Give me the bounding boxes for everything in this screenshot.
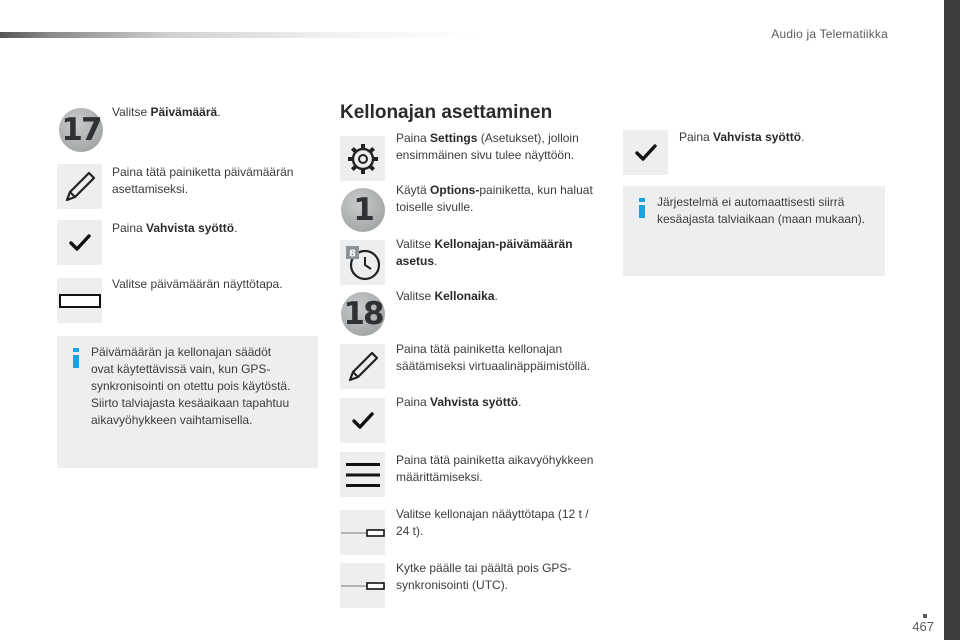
- toggle-switch-icon: [340, 563, 385, 608]
- gear-icon: [340, 136, 385, 181]
- info-note-date: [57, 336, 318, 468]
- note-line: ovat käytettävissä vain, kun GPS-: [91, 362, 271, 376]
- date-format-field-icon: [57, 278, 102, 323]
- clock-badge-number: 8: [348, 248, 356, 259]
- pencil-icon: [57, 164, 102, 209]
- confirm-text-3: Paina Vahvista syöttö.: [679, 130, 805, 144]
- checkmark-icon: [623, 130, 668, 175]
- gps-sync-text: Kytke päälle tai päältä pois GPS- synkronisointi (UTC).: [396, 561, 572, 592]
- checkmark-icon: [340, 398, 385, 443]
- page-edge-bar: [944, 0, 960, 640]
- step-18-badge: 18: [341, 292, 385, 336]
- menu-list-icon: [340, 452, 385, 497]
- step-17-text: Valitse Päivämäärä.: [112, 105, 221, 119]
- checkmark-icon: [57, 220, 102, 265]
- confirm-text-2: Paina Vahvista syöttö.: [396, 395, 522, 409]
- settings-text: Paina Settings (Asetukset), jolloin ensimmäinen sivu tulee näyttöön.: [396, 131, 579, 162]
- step-1-text: Käytä Options-painiketta, kun haluat toiselle sivulle.: [396, 183, 593, 214]
- edit-date-text: Paina tätä painiketta päivämäärän asettamiseksi.: [112, 165, 294, 196]
- section-title: Audio ja Telematiikka: [771, 27, 888, 41]
- info-icon: [639, 198, 645, 218]
- info-icon: [73, 348, 79, 368]
- step-18-text: Valitse Kellonaika.: [396, 289, 498, 303]
- date-format-text: Valitse päivämäärän näyttötapa.: [112, 277, 283, 291]
- note-line: aikavyöhykkeen vaihtamisella.: [91, 413, 253, 427]
- edit-time-text: Paina tätä painiketta kellonajan säätämiseksi virtuaalinäppäimistöllä.: [396, 342, 591, 373]
- page-number: 467: [912, 619, 934, 634]
- confirm-text-1: Paina Vahvista syöttö.: [112, 221, 238, 235]
- info-note-dst: [623, 186, 885, 276]
- pencil-icon: [340, 344, 385, 389]
- note-line: synkronisointi on otettu pois käytöstä.: [91, 379, 291, 393]
- note-line: kesäajasta talviaikaan (maan mukaan).: [657, 212, 866, 226]
- header-rule: [0, 32, 480, 38]
- note-line: Siirto talviajasta kesäaikaan tapahtuu: [91, 396, 290, 410]
- toggle-switch-icon: [340, 510, 385, 555]
- clock-setting-text: Valitse Kellonajan-päivämäärän asetus.: [396, 237, 573, 268]
- clock-icon: [340, 240, 385, 285]
- section-heading: Kellonajan asettaminen: [340, 102, 553, 123]
- timezone-text: Paina tätä painiketta aikavyöhykkeen määrittämiseksi.: [396, 453, 594, 484]
- step-17-badge: 17: [59, 108, 103, 152]
- step-1-badge: 1: [341, 188, 385, 232]
- time-format-text: Valitse kellonajan nääyttötapa (12 t / 24 t).: [396, 507, 589, 538]
- note-line: Järjestelmä ei automaattisesti siirrä: [657, 195, 845, 209]
- page-marker: [923, 614, 927, 618]
- note-line: Päivämäärän ja kellonajan säädöt: [91, 345, 272, 359]
